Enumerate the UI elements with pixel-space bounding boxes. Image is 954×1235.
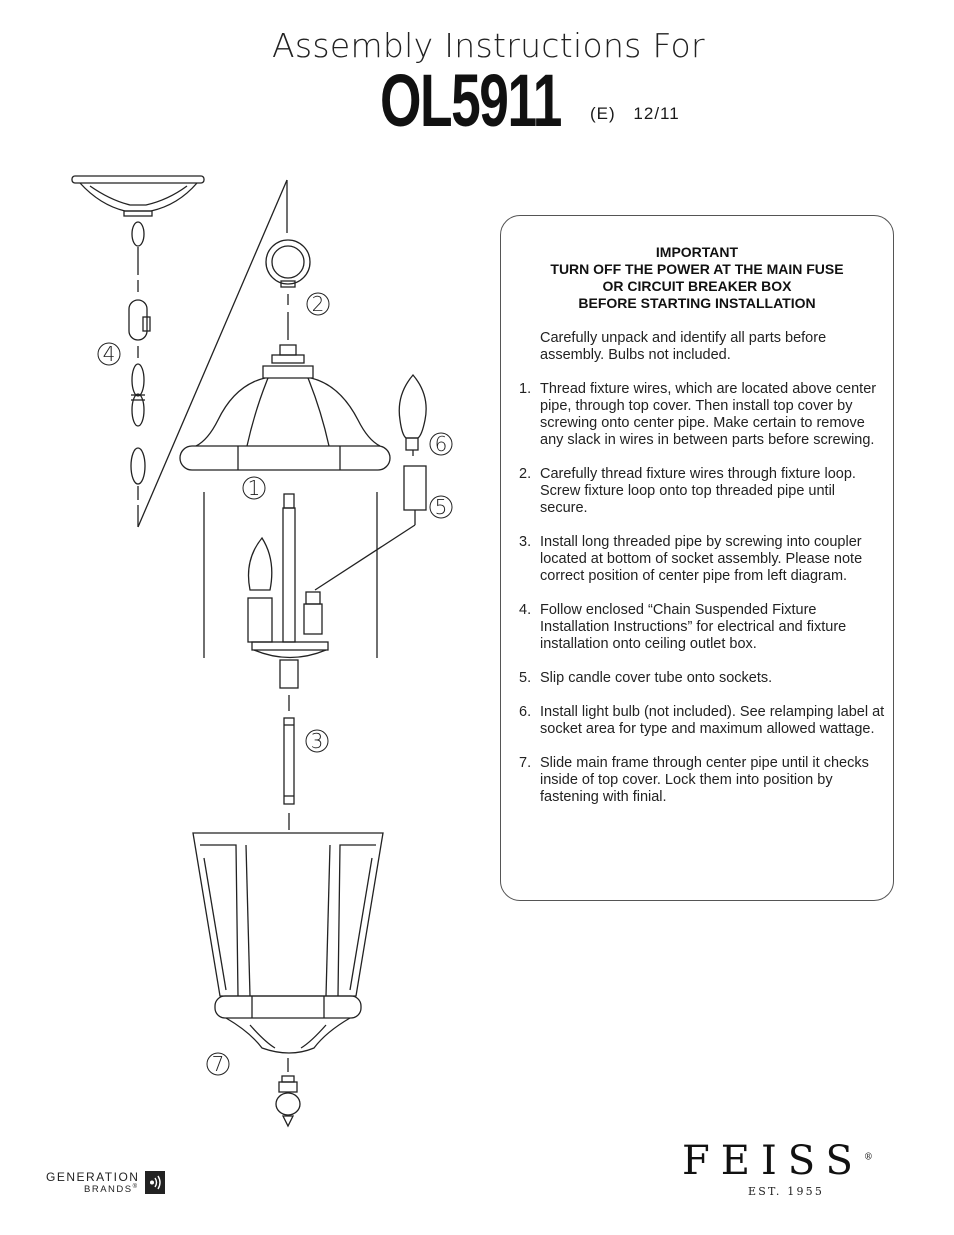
fixture-loop xyxy=(266,240,310,340)
callout-3 xyxy=(306,729,328,753)
callout-7 xyxy=(207,1052,229,1076)
model-number: OL5911 xyxy=(380,59,561,142)
step-item xyxy=(519,534,885,585)
established-year: EST. 1955 xyxy=(748,1185,825,1198)
step-text: Follow enclosed “Chain Suspended Fixture Installation Instructions” for electrical and fixture installation onto ceiling outlet box. xyxy=(540,602,847,652)
top-cover xyxy=(180,345,390,470)
callout-6 xyxy=(430,432,452,456)
callout-7-label: 7 xyxy=(211,1052,225,1076)
chain xyxy=(129,222,150,527)
step-text: Install light bulb (not included). See relamping label at socket area for type and maximum allowed wattage. xyxy=(540,704,885,737)
ceiling-canopy xyxy=(72,176,204,216)
callout-1-label: 1 xyxy=(247,476,261,500)
revision-date: 12/11 xyxy=(633,104,680,123)
threaded-pipe xyxy=(284,695,294,830)
warning-line: BEFORE STARTING INSTALLATION xyxy=(578,295,816,311)
callout-2 xyxy=(307,292,329,316)
step-list xyxy=(519,381,885,823)
step-item xyxy=(519,602,885,653)
generation-text: GENERATION xyxy=(46,1170,140,1184)
finial xyxy=(276,1058,300,1126)
socket-assembly xyxy=(204,492,377,688)
callout-2-label: 2 xyxy=(311,292,325,316)
step-item xyxy=(519,704,885,738)
step-item xyxy=(519,466,885,517)
brands-text: BRANDS® xyxy=(84,1184,139,1196)
step-item xyxy=(519,755,885,806)
callout-5 xyxy=(430,495,452,519)
light-bulb xyxy=(399,375,426,456)
step-number: 7. xyxy=(519,755,532,771)
callout-1 xyxy=(243,476,265,500)
step-text: Thread fixture wires, which are located above center pipe, through top cover. Then install top cover by screwing onto center pipe. Make certain to remove any slack in wires in between parts before screwing. xyxy=(540,381,877,448)
step-text: Slide main frame through center pipe until it checks inside of top cover. Lock them into position by fastening with finial. xyxy=(540,755,869,805)
warning-line: TURN OFF THE POWER AT THE MAIN FUSE xyxy=(550,261,844,277)
candle-cover-tube xyxy=(315,466,426,590)
callout-3-label: 3 xyxy=(310,729,324,753)
callout-5-label: 5 xyxy=(434,495,448,519)
instructions-panel xyxy=(500,215,894,901)
callout-6-label: 6 xyxy=(434,432,448,456)
warning-line: OR CIRCUIT BREAKER BOX xyxy=(602,278,792,294)
step-number: 2. xyxy=(519,466,532,482)
sound-wave-icon xyxy=(145,1171,165,1194)
step-item xyxy=(519,670,885,687)
revision-code: (E) xyxy=(590,104,616,123)
safety-warning xyxy=(501,244,893,312)
step-text: Carefully thread fixture wires through fixture loop. Screw fixture loop onto top threaded pipe until secure. xyxy=(540,466,856,516)
step-number: 6. xyxy=(519,704,532,720)
callout-4-label: 4 xyxy=(102,342,116,366)
generation-brands-logo xyxy=(46,1170,139,1195)
feiss-logo: FEISS® xyxy=(682,1138,873,1184)
step-number: 5. xyxy=(519,670,532,686)
step-number: 3. xyxy=(519,534,532,550)
step-number: 1. xyxy=(519,381,532,397)
main-frame xyxy=(193,833,383,1053)
callout-4 xyxy=(98,342,120,366)
warning-heading: IMPORTANT xyxy=(655,244,739,260)
step-number: 4. xyxy=(519,602,532,618)
step-item xyxy=(519,381,885,449)
step-text: Install long threaded pipe by screwing into coupler located at bottom of socket assembly. Please note correct position of center pipe from left diagram. xyxy=(540,534,863,584)
intro-text: Carefully unpack and identify all parts before assembly. Bulbs not included. xyxy=(540,330,827,363)
document-title: Assembly Instructions For xyxy=(272,26,705,65)
step-text: Slip candle cover tube onto sockets. xyxy=(540,670,773,686)
